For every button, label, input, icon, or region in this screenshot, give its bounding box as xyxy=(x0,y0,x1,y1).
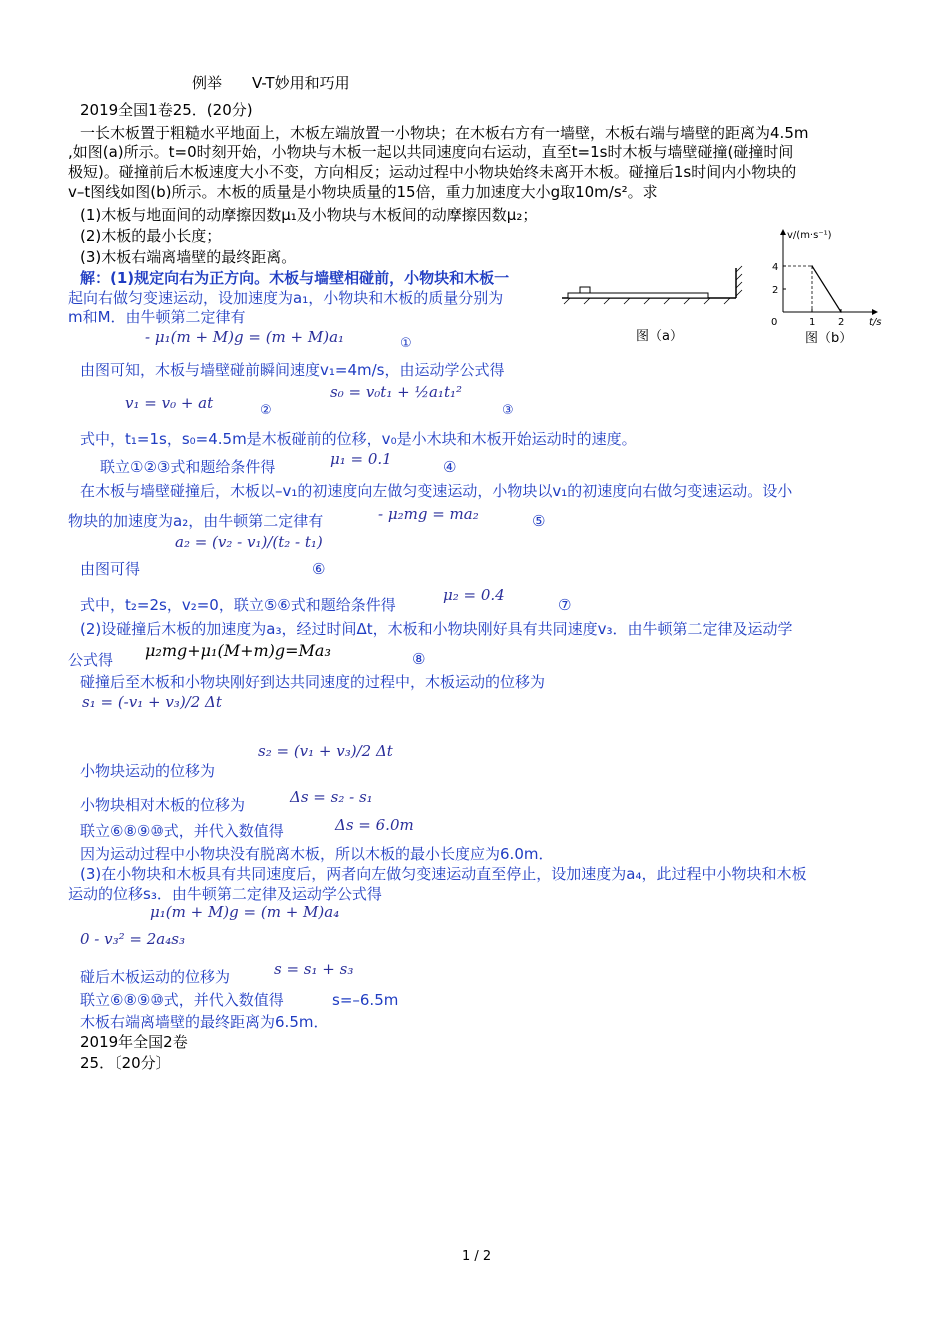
equation-2: v₁ = v₀ + at xyxy=(125,394,214,412)
solution-line-3: 式中，t₁=1s，s₀=4.5m是木板碰前的位移，v₀是小木块和木板开始运动时的速度。 xyxy=(80,430,637,448)
x-tick-label-2: 2 xyxy=(838,317,845,328)
equation-10: s₂ = (v₁ + v₃)/2 Δt xyxy=(258,742,393,760)
solution-line-17: 木板右端离墙壁的最终距离为6.5m． xyxy=(80,1013,329,1031)
circled-1: ① xyxy=(400,336,412,351)
solution-line-11: 小物块相对木板的位移为 xyxy=(80,796,246,814)
question-1: (1)木板与地面间的动摩擦因数μ₁及小物块与木板间的动摩擦因数μ₂； xyxy=(80,206,538,224)
solution-line-1c: m和M．由牛顿第二定律有 xyxy=(68,308,246,326)
circled-7: ⑦ xyxy=(558,596,572,614)
problem-2-number: 25．〔20分〕 xyxy=(80,1054,171,1072)
equation-13: μ₁(m + M)g = (m + M)a₄ xyxy=(150,903,340,921)
equation-11: Δs = s₂ - s₁ xyxy=(290,788,373,806)
equation-7: μ₂ = 0.4 xyxy=(443,586,505,604)
solution-line-6: 由图可得 xyxy=(80,560,141,578)
solution-line-12: 联立⑥⑧⑨⑩式，并代入数值得 xyxy=(80,822,284,840)
solution-line-5b: 物块的加速度为a₂，由牛顿第二定律有 xyxy=(68,512,324,530)
x-axis-label: t/s xyxy=(869,317,882,328)
figure-a-caption: 图（a） xyxy=(636,329,683,344)
circled-6: ⑥ xyxy=(312,560,326,578)
page-number: 1 / 2 xyxy=(462,1249,492,1264)
source-line-2: 2019年全国2卷 xyxy=(80,1033,188,1051)
solution-line-2: 由图可知，木板与墙壁碰前瞬间速度v₁=4m/s，由运动学公式得 xyxy=(80,361,505,379)
circled-3: ③ xyxy=(502,403,514,418)
question-3: (3)木板右端离墙壁的最终距离。 xyxy=(80,248,297,266)
equation-6: a₂ = (v₂ - v₁)/(t₂ - t₁) xyxy=(175,533,323,551)
problem-line-1: 一长木板置于粗糙水平地面上，木板左端放置一小物块；在木板右方有一墙壁，木板右端与墙壁的距离为4.5m xyxy=(80,124,809,142)
solution-line-14b: 运动的位移s₃．由牛顿第二定律及运动学公式得 xyxy=(68,885,382,903)
solution-line-7: 式中，t₂=2s，v₂=0，联立⑤⑥式和题给条件得 xyxy=(80,596,396,614)
equation-9: s₁ = (-v₁ + v₃)/2 Δt xyxy=(82,693,222,711)
solution-line-14a: (3)在小物块和木板具有共同速度后，两者向左做匀变速运动直至停止，设加速度为a₄，此过程中小物块和木板 xyxy=(80,865,807,883)
solution-line-1b: 起向右做匀变速运动，设加速度为a₁，小物块和木板的质量分别为 xyxy=(68,289,504,307)
solution-line-5a: 在木板与墙壁碰撞后，木板以–v₁的初速度向左做匀变速运动，小物块以v₁的初速度向右做匀变速运动。设小 xyxy=(80,482,793,500)
x-tick-label-1: 1 xyxy=(809,317,816,328)
equation-5: - μ₂mg = ma₂ xyxy=(378,505,479,523)
figure-a-board xyxy=(568,293,708,298)
figure-a xyxy=(560,262,750,347)
figure-a-ground-hatch xyxy=(564,298,730,304)
solution-line-10: 小物块运动的位移为 xyxy=(80,762,216,780)
equation-1: - μ₁(m + M)g = (m + M)a₁ xyxy=(145,328,345,346)
y-tick-label-2: 2 xyxy=(772,285,779,296)
solution-line-8a: (2)设碰撞后木板的加速度为a₃，经过时间Δt，木板和小物块刚好具有共同速度v₃．由牛顿第二定律及运动学 xyxy=(80,620,793,638)
figure-a-block xyxy=(580,287,590,293)
circled-8: ⑧ xyxy=(412,650,426,668)
circled-4: ④ xyxy=(443,458,457,476)
solution-line-15: 碰后木板运动的位移为 xyxy=(80,968,231,986)
circled-2: ② xyxy=(260,403,272,418)
equation-14: 0 - v₃² = 2a₄s₃ xyxy=(80,930,185,948)
equation-4: μ₁ = 0.1 xyxy=(330,450,392,468)
equation-3: s₀ = v₀t₁ + ½a₁t₁² xyxy=(330,383,462,401)
solution-line-1a-text: 解：(1)规定向右为正方向。木板与墙壁相碰前，小物块和木板一 xyxy=(80,269,510,287)
solution-line-16: 联立⑥⑧⑨⑩式，并代入数值得 xyxy=(80,991,284,1009)
heading: 例举 V-T妙用和巧用 xyxy=(192,74,350,92)
solution-line-4: 联立①②③式和题给条件得 xyxy=(100,458,276,476)
circled-5: ⑤ xyxy=(532,512,546,530)
solution-line-8b: 公式得 xyxy=(68,651,114,669)
figure-b-caption: 图（b） xyxy=(805,331,853,346)
solution-line-1a xyxy=(80,269,509,287)
equation-15: s = s₁ + s₃ xyxy=(274,960,354,978)
question-2: (2)木板的最小长度； xyxy=(80,227,222,245)
y-axis-label: v/(m·s⁻¹) xyxy=(787,230,832,241)
equation-12: Δs = 6.0m xyxy=(335,816,414,834)
data-point-1 xyxy=(811,265,813,267)
problem-line-3: 极短)。碰撞前后木板速度大小不变，方向相反；运动过程中小物块始终未离开木板。碰撞后1s时间内小物块的 xyxy=(68,163,797,181)
y-tick-label-4: 4 xyxy=(772,262,779,273)
figure-a-wall-hatch xyxy=(736,266,742,296)
result-displacement: s=–6.5m xyxy=(332,991,399,1009)
problem-line-4: v–t图线如图(b)所示。木板的质量是小物块质量的15倍，重力加速度大小g取10m/s²。求 xyxy=(68,183,658,201)
figure-b-vt-chart xyxy=(765,224,890,350)
equation-8: μ₂mg+μ₁(M+m)g=Ma₃ xyxy=(145,641,331,660)
origin-label: 0 xyxy=(771,317,778,328)
solution-line-9: 碰撞后至木板和小物块刚好到达共同速度的过程中，木板运动的位移为 xyxy=(80,673,546,691)
problem-line-2: ,如图(a)所示。t=0时刻开始，小物块与木板一起以共同速度向右运动，直至t=1s时木板与墙壁碰撞(碰撞时间 xyxy=(68,143,794,161)
solution-line-13: 因为运动过程中小物块没有脱离木板，所以木板的最小长度应为6.0m． xyxy=(80,845,554,863)
source-line-1: 2019全国1卷25．(20分) xyxy=(80,101,253,119)
series-line xyxy=(812,266,841,312)
